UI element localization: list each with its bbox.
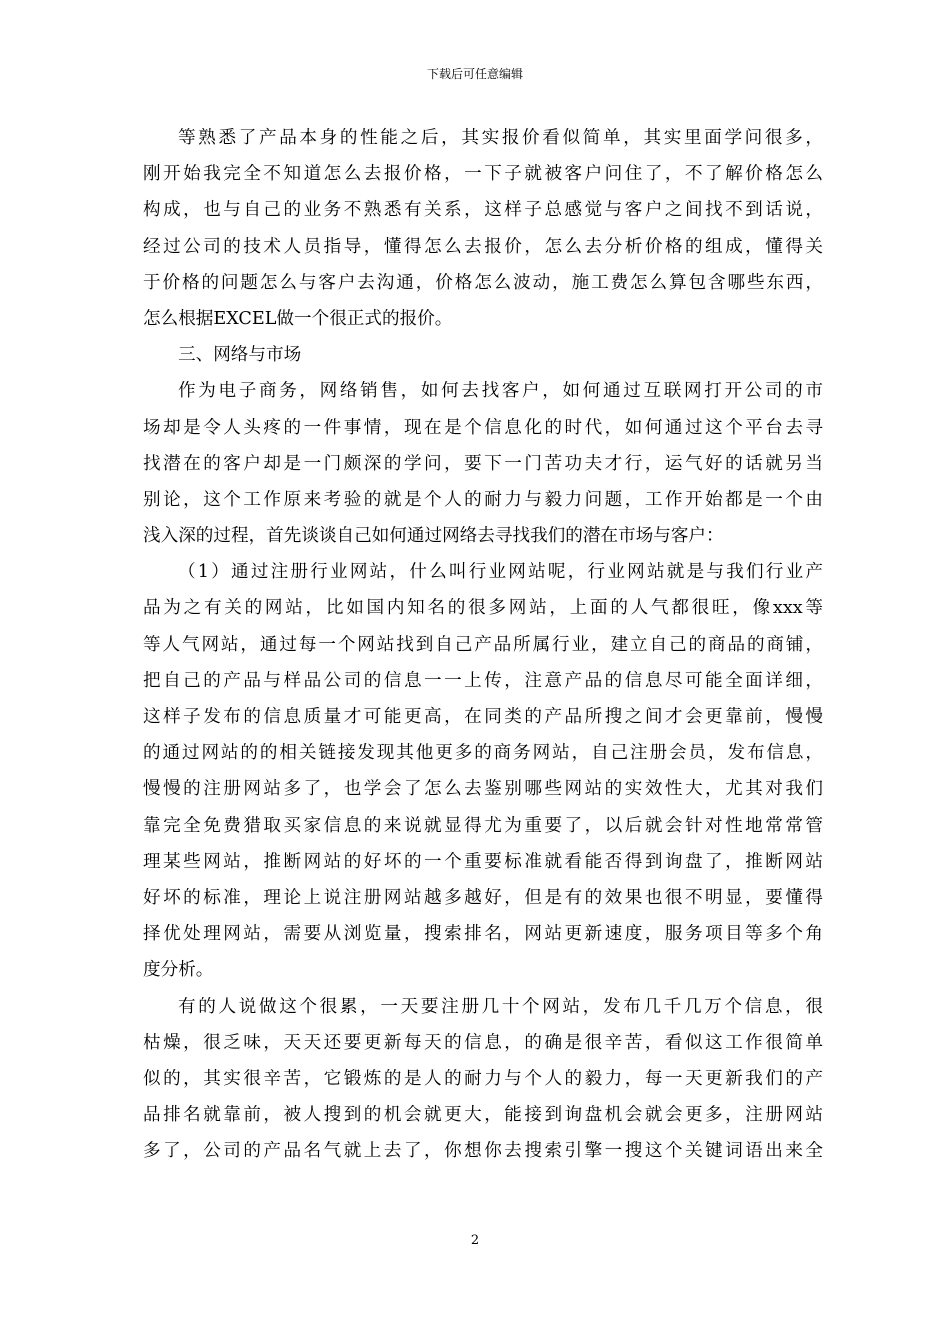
text-line: 似的，其实很辛苦，它锻炼的是人的耐力与个人的毅力，每一天更新我们的产	[143, 1068, 823, 1089]
text-line: 慢慢的注册网站多了，也学会了怎么去鉴别哪些网站的实效性大，尤其对我们	[143, 779, 823, 800]
text-line: 的通过网站的的相关链接发现其他更多的商务网站，自己注册会员，发布信息，	[143, 743, 823, 764]
text-line: 把自己的产品与样品公司的信息一一上传，注意产品的信息尽可能全面详细，	[143, 670, 823, 691]
text-line: 别论，这个工作原来考验的就是个人的耐力与毅力问题，工作开始都是一个由	[143, 489, 823, 510]
text-line: 靠完全免费猎取买家信息的来说就显得尤为重要了，以后就会针对性地常常管	[143, 815, 823, 836]
text-line: 枯燥，很乏味，天天还要更新每天的信息，的确是很辛苦，看似这工作很简单	[143, 1032, 823, 1053]
text-line: 好坏的标准，理论上说注册网站越多越好，但是有的效果也很不明显，要懂得	[143, 887, 823, 908]
text-line: 于价格的问题怎么与客户去沟通，价格怎么波动，施工费怎么算包含哪些东西，	[143, 272, 823, 293]
text-line: 刚开始我完全不知道怎么去报价格，一下子就被客户问住了，不了解价格怎么	[143, 164, 823, 185]
text-line: 品排名就靠前，被人搜到的机会就更大，能接到询盘机会就会更多，注册网站	[143, 1105, 823, 1126]
text-line: 有的人说做这个很累，一天要注册几十个网站，发布几千几万个信息，很	[178, 996, 823, 1017]
text-line: 找潜在的客户却是一门颇深的学问，要下一门苦功夫才行，运气好的话就另当	[143, 453, 823, 474]
text-line: 等熟悉了产品本身的性能之后，其实报价看似简单，其实里面学问很多，	[178, 128, 823, 148]
text-line: 等人气网站，通过每一个网站找到自己产品所属行业，建立自己的商品的商铺，	[143, 634, 823, 655]
text-line: 浅入深的过程，首先谈谈自己如何通过网络去寻找我们的潜在市场与客户：	[143, 526, 724, 547]
text-line: 理某些网站，推断网站的好坏的一个重要标准就看能否得到询盘了，推断网站	[143, 851, 823, 872]
text-line: 作为电子商务，网络销售，如何去找客户，如何通过互联网打开公司的市	[178, 381, 823, 402]
text-line: 多了，公司的产品名气就上去了，你想你去搜索引擎一搜这个关键词语出来全	[143, 1141, 823, 1162]
document-body	[143, 120, 823, 1169]
page-number: 2	[470, 1233, 480, 1248]
text-line: 怎么根据EXCEL做一个很正式的报价。	[143, 308, 453, 329]
text-line: 经过公司的技术人员指导，懂得怎么去报价，怎么去分析价格的组成，懂得关	[143, 236, 823, 257]
section-heading: 三、网络与市场	[178, 345, 302, 366]
text-line: （1）通过注册行业网站，什么叫行业网站呢，行业网站就是与我们行业产	[178, 562, 823, 583]
text-line: 度分析。	[143, 960, 214, 981]
text-line: 择优处理网站，需要从浏览量，搜索排名，网站更新速度，服务项目等多个角	[143, 924, 823, 945]
text-line: 场却是令人头疼的一件事情，现在是个信息化的时代，如何通过这个平台去寻	[143, 417, 823, 438]
page-header: 下载后可任意编辑	[426, 67, 523, 81]
text-line: 这样子发布的信息质量才可能更高，在同类的产品所搜之间才会更靠前，慢慢	[143, 707, 823, 727]
text-line: 品为之有关的网站，比如国内知名的很多网站，上面的人气都很旺，像xxx等	[143, 598, 823, 619]
text-line: 构成，也与自己的业务不熟悉有关系，这样子总感觉与客户之间找不到话说，	[143, 200, 823, 221]
